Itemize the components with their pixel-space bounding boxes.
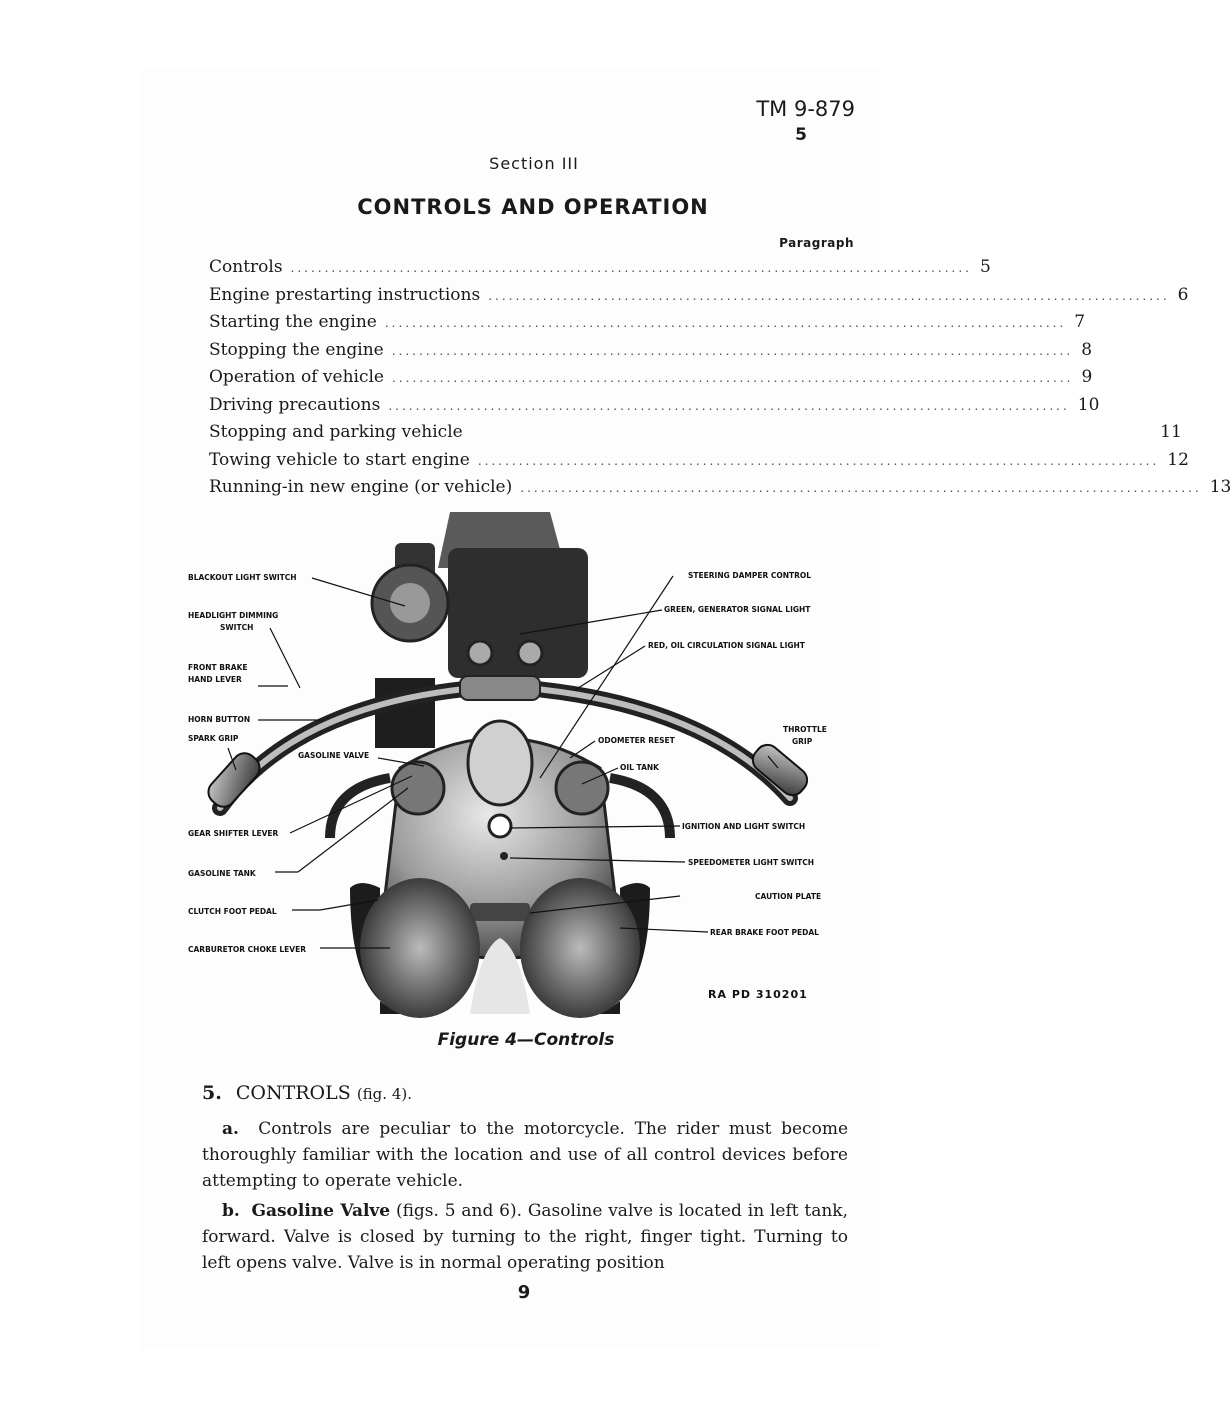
- toc-label: Driving precautions: [209, 394, 381, 415]
- toc-number: 11: [1160, 422, 1182, 442]
- tm-paragraph-ref: 5: [795, 125, 807, 145]
- toc-label: Controls: [209, 257, 283, 277]
- label-throttle-grip: GRIP: [792, 737, 813, 746]
- heading-reference: (fig. 4).: [356, 1085, 412, 1103]
- label-front-brake: FRONT BRAKE: [188, 663, 248, 672]
- label-hand-lever: HAND LEVER: [188, 675, 242, 684]
- toc-label: Operation of vehicle: [209, 367, 384, 387]
- toc-label: Stopping and parking vehicle: [209, 422, 463, 442]
- page-number: 9: [517, 1282, 531, 1303]
- paragraph-b-title: Gasoline Valve: [251, 1201, 391, 1221]
- toc-row: Controls .................................................................................................... 5: [209, 257, 991, 277]
- label-gasoline-valve: GASOLINE VALVE: [298, 751, 370, 760]
- label-caution-plate: CAUTION PLATE: [755, 892, 822, 901]
- toc-number: 9: [1081, 367, 1093, 387]
- figure-caption: Figure 4—Controls: [437, 1030, 615, 1050]
- label-green-generator-signal-light: GREEN, GENERATOR SIGNAL LIGHT: [664, 605, 811, 614]
- label-speedometer-light-switch: SPEEDOMETER LIGHT SWITCH: [688, 858, 815, 867]
- paragraph-heading: [202, 1082, 412, 1104]
- label-carburetor-choke-lever: CARBURETOR CHOKE LEVER: [188, 945, 306, 954]
- paragraph-b-marker: b.: [222, 1201, 240, 1221]
- toc-label: Towing vehicle to start engine: [209, 449, 470, 470]
- toc-number: 5: [980, 257, 991, 277]
- label-horn-button: HORN BUTTON: [188, 715, 251, 724]
- toc-row: [209, 422, 1182, 450]
- paragraph-a-text: Controls are peculiar to the motorcycle. The rider must become thoroughly familiar with the location and use of all control devices before attempting to operate vehicle.: [202, 1119, 848, 1191]
- tm-number: TM 9-879: [756, 97, 855, 121]
- toc-number: 8: [1081, 339, 1093, 360]
- paragraph-b: [202, 1198, 848, 1276]
- toc-label: Starting the engine: [209, 312, 377, 332]
- label-odometer-reset: ODOMETER RESET: [598, 736, 675, 745]
- toc-label: Engine prestarting instructions: [209, 284, 481, 305]
- speedometer: [468, 721, 532, 805]
- toc-label: Stopping the engine: [209, 339, 384, 360]
- toc-row: Starting the engine .................................................................................................... 7: [209, 312, 1086, 332]
- figure-ref-code: RA PD 310201: [708, 988, 808, 1001]
- label-throttle: THROTTLE: [783, 725, 827, 734]
- table-of-contents: [209, 257, 1231, 505]
- label-rear-brake-foot-pedal: REAR BRAKE FOOT PEDAL: [710, 928, 819, 937]
- label-steering-damper-control: STEERING DAMPER CONTROL: [688, 571, 812, 580]
- toc-row: Driving precautions .................................................................................................... 10: [209, 394, 1100, 415]
- label-headlight-switch: SWITCH: [220, 623, 254, 632]
- motorcycle-illustration: [180, 508, 840, 1020]
- ignition-switch: [489, 815, 511, 837]
- label-gear-shifter-lever: GEAR SHIFTER LEVER: [188, 829, 279, 838]
- right-engine-cover: [520, 878, 640, 1018]
- controls-figure: [180, 508, 840, 1020]
- section-label: Section III: [489, 154, 579, 173]
- toc-number: 7: [1074, 312, 1086, 332]
- section-title: CONTROLS AND OPERATION: [357, 195, 709, 219]
- toc-label: Running-in new engine (or vehicle): [209, 477, 513, 497]
- toc-row: Engine prestarting instructions .................................................................................................... 6: [209, 284, 1189, 305]
- label-gasoline-tank: GASOLINE TANK: [188, 869, 256, 878]
- label-red-oil-circulation-signal-light: RED, OIL CIRCULATION SIGNAL LIGHT: [648, 641, 805, 650]
- toc-row: Stopping the engine .................................................................................................... 8: [209, 339, 1093, 360]
- label-clutch-foot-pedal: CLUTCH FOOT PEDAL: [188, 907, 277, 916]
- toc-row: Running-in new engine (or vehicle) .................................................................................................... 13: [209, 477, 1231, 497]
- toc-row: Towing vehicle to start engine .................................................................................................... 12: [209, 449, 1189, 470]
- paragraph-b-text: (figs. 5 and 6). Gasoline valve is located in left tank, forward. Valve is closed by turning to the right, finger tight. Turning to left opens valve. Valve is in normal operating position: [202, 1201, 849, 1273]
- toc-row: Operation of vehicle .................................................................................................... 9: [209, 367, 1093, 387]
- toc-number: 12: [1167, 449, 1189, 470]
- toc-number: 13: [1209, 477, 1231, 497]
- right-tank-cap: [556, 762, 608, 814]
- caution-plate: [470, 903, 530, 921]
- label-blackout-light-switch: BLACKOUT LIGHT SWITCH: [188, 573, 297, 582]
- paragraph-a: [202, 1116, 848, 1194]
- tm-header: [756, 96, 855, 148]
- heading-title: CONTROLS: [235, 1082, 351, 1104]
- heading-number: 5.: [202, 1082, 222, 1104]
- label-ignition-and-light-switch: IGNITION AND LIGHT SWITCH: [682, 822, 806, 831]
- paragraph-column-header: Paragraph: [779, 236, 854, 250]
- toc-number: 6: [1177, 284, 1189, 305]
- label-spark-grip: SPARK GRIP: [188, 734, 239, 743]
- label-oil-tank: OIL TANK: [620, 763, 659, 772]
- paragraph-a-marker: a.: [222, 1119, 239, 1139]
- toc-number: 10: [1077, 394, 1100, 415]
- label-headlight-dimming: HEADLIGHT DIMMING: [188, 611, 279, 620]
- left-tank-cap: [392, 762, 444, 814]
